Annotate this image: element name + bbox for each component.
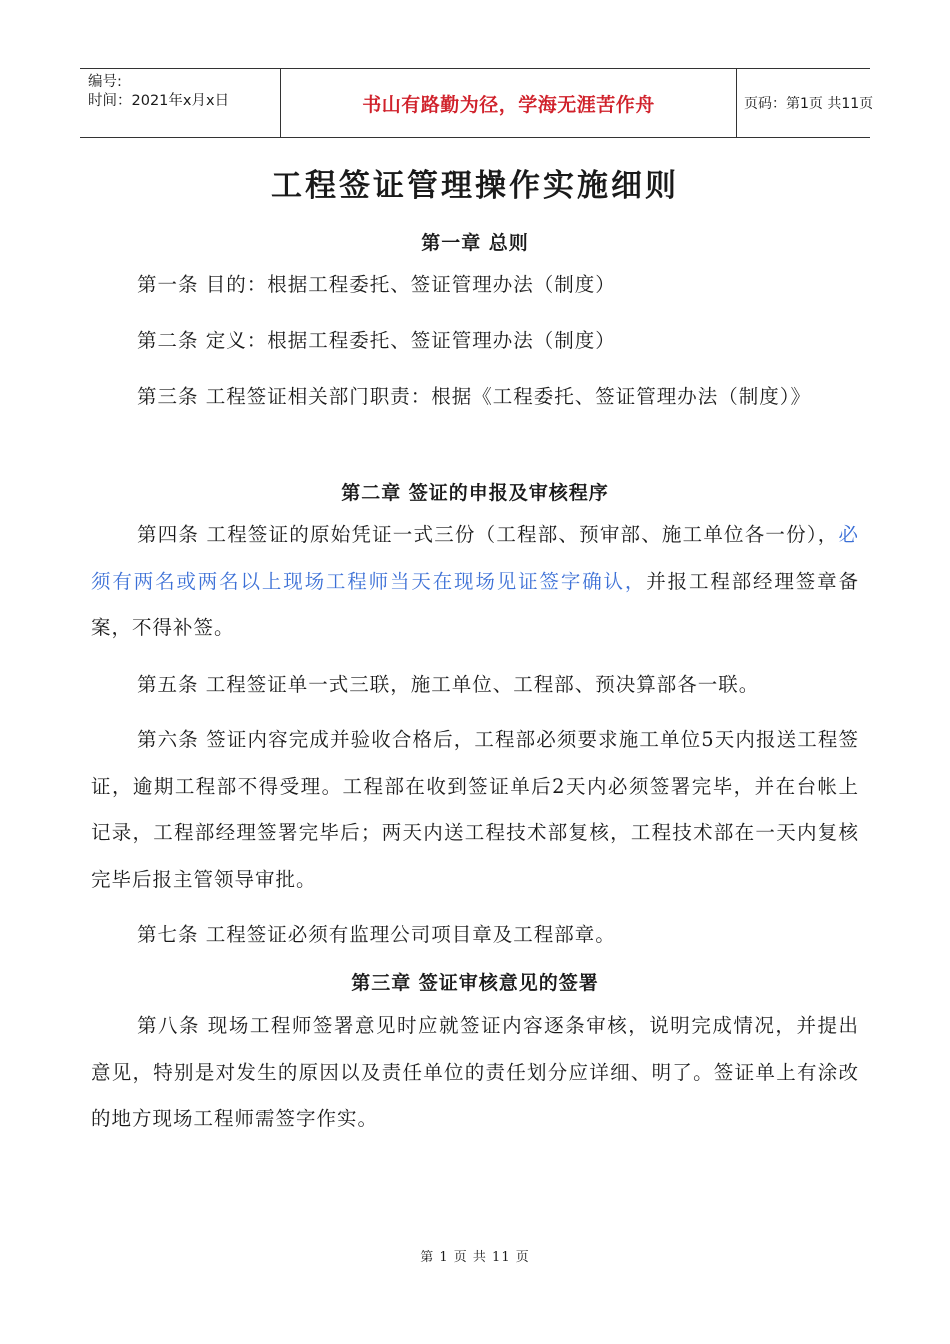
article-7: 第七条 工程签证必须有监理公司项目章及工程部章。: [137, 923, 616, 946]
header-meta: [80, 69, 280, 137]
article-4-text: 第四条 工程签证的原始凭证一式三份（工程部、预审部、施工单位各一份），: [137, 523, 839, 546]
article-5: 第五条 工程签证单一式三联，施工单位、工程部、预决算部各一联。: [137, 673, 760, 696]
motto-text: 书山有路勤为径，学海无涯苦作舟: [362, 93, 655, 116]
article-2: 第二条 定义：根据工程委托、签证管理办法（制度）: [137, 329, 616, 352]
number-label: 编号:: [88, 74, 122, 90]
article-8: 第八条 现场工程师签署意见时应就签证内容逐条审核，说明完成情况，并提出意见，特别是对发生的原因以及责任单位的责任划分应详细、明了。签证单上有涂改的地方现场工程师需签字作实。: [91, 1014, 859, 1130]
article-4-text-end: 并报工程部经理签章备案，不得补签。: [91, 569, 859, 639]
article-1: 第一条 目的：根据工程委托、签证管理办法（制度）: [137, 273, 616, 296]
date-label: 时间：2021年x月x日: [88, 93, 230, 109]
header-motto: [280, 69, 737, 137]
page-footer: 第 1 页 共 11 页: [420, 1250, 530, 1265]
page-header: [80, 68, 874, 138]
article-4: [91, 512, 859, 652]
article-3: 第三条 工程签证相关部门职责：根据《工程委托、签证管理办法（制度）》: [137, 385, 811, 408]
header-page-info: 页码：第1页 共11页: [744, 96, 874, 112]
chapter-2-heading: 第二章 签证的申报及审核程序: [341, 482, 609, 504]
chapter-1-heading: 第一章 总则: [421, 232, 529, 254]
article-4-highlight: 必须有两名或两名以上现场工程师当天在现场见证签字确认，: [91, 523, 859, 593]
document-title: 工程签证管理操作实施细则: [271, 168, 679, 204]
chapter-3-heading: 第三章 签证审核意见的签署: [351, 972, 599, 994]
article-6: 第六条 签证内容完成并验收合格后，工程部必须要求施工单位5天内报送工程签证，逾期工程部不得受理。工程部在收到签证单后2天内必须签署完毕，并在台帐上记录，工程部经理签署完毕后；两天内送工程技术部复核，工程技术部在一天内复核完毕后报主管领导审批。: [91, 728, 859, 891]
